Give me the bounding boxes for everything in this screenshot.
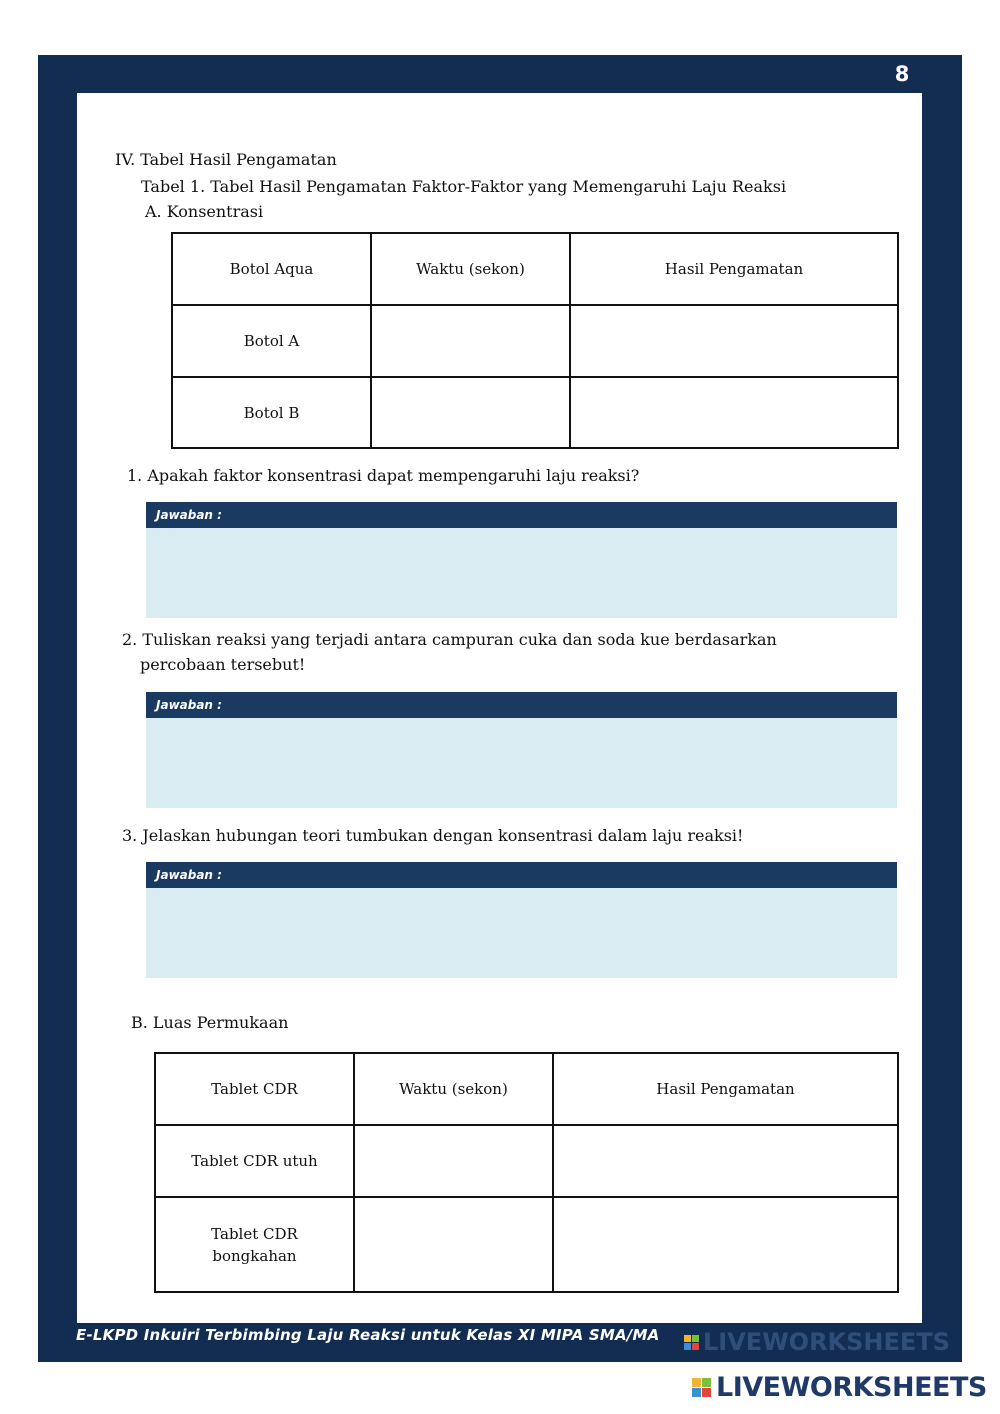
table-header-row (172, 233, 898, 305)
footer-title: E-LKPD Inkuiri Terbimbing Laju Reaksi untuk Kelas XI MIPA SMA/MA (76, 1326, 660, 1344)
answer-input-3[interactable] (146, 888, 897, 978)
table-row (155, 1125, 898, 1197)
liveworksheets-logo-icon (684, 1335, 699, 1350)
table-caption: Tabel 1. Tabel Hasil Pengamatan Faktor-Faktor yang Memengaruhi Laju Reaksi (141, 177, 787, 196)
question-1 (127, 465, 639, 487)
part-a-title: A. Konsentrasi (145, 202, 264, 221)
question-3 (122, 825, 743, 847)
table-header-cell: Waktu (sekon) (354, 1053, 553, 1125)
footer-watermark (684, 1328, 950, 1356)
table-header-cell: Waktu (sekon) (371, 233, 570, 305)
part-b-title: B. Luas Permukaan (131, 1013, 289, 1032)
observation-input-cell[interactable] (570, 305, 898, 377)
table-row (172, 377, 898, 448)
table-header-cell: Botol Aqua (172, 233, 371, 305)
table-header-cell: Hasil Pengamatan (570, 233, 898, 305)
surface-area-table (154, 1052, 899, 1293)
watermark-text: LIVEWORKSHEETS (716, 1372, 987, 1403)
answer-label: Jawaban : (146, 862, 897, 888)
table-header-row (155, 1053, 898, 1125)
answer-input-1[interactable] (146, 528, 897, 618)
answer-label: Jawaban : (146, 692, 897, 718)
question-number: 3. (122, 826, 138, 845)
row-label: Tablet CDR utuh (155, 1125, 354, 1197)
table-row (172, 305, 898, 377)
question-text: Tuliskan reaksi yang terjadi antara campuran cuka dan soda kue berdasarkan (142, 630, 777, 649)
time-input-cell[interactable] (354, 1197, 553, 1292)
question-2-continuation: percobaan tersebut! (140, 655, 306, 674)
table-row (155, 1197, 898, 1292)
table-header-cell: Tablet CDR (155, 1053, 354, 1125)
answer-input-2[interactable] (146, 718, 897, 808)
liveworksheets-logo-icon (692, 1378, 711, 1397)
liveworksheets-watermark (692, 1372, 987, 1403)
row-label: Botol A (172, 305, 371, 377)
question-number: 2. (122, 630, 138, 649)
section-heading: IV. Tabel Hasil Pengamatan (115, 150, 337, 169)
row-label: Botol B (172, 377, 371, 448)
question-number: 1. (127, 466, 143, 485)
footer-watermark-text: LIVEWORKSHEETS (703, 1328, 950, 1356)
observation-input-cell[interactable] (553, 1197, 898, 1292)
time-input-cell[interactable] (371, 305, 570, 377)
answer-box-3 (146, 862, 897, 978)
question-text: Jelaskan hubungan teori tumbukan dengan konsentrasi dalam laju reaksi! (142, 826, 744, 845)
row-label: Tablet CDR bongkahan (155, 1197, 354, 1292)
concentration-table (171, 232, 899, 449)
time-input-cell[interactable] (354, 1125, 553, 1197)
page-number: 8 (894, 62, 910, 86)
answer-box-1 (146, 502, 897, 618)
question-text: Apakah faktor konsentrasi dapat mempengaruhi laju reaksi? (147, 466, 640, 485)
answer-box-2 (146, 692, 897, 808)
observation-input-cell[interactable] (570, 377, 898, 448)
answer-label: Jawaban : (146, 502, 897, 528)
observation-input-cell[interactable] (553, 1125, 898, 1197)
table-header-cell: Hasil Pengamatan (553, 1053, 898, 1125)
question-2 (122, 629, 777, 651)
time-input-cell[interactable] (371, 377, 570, 448)
